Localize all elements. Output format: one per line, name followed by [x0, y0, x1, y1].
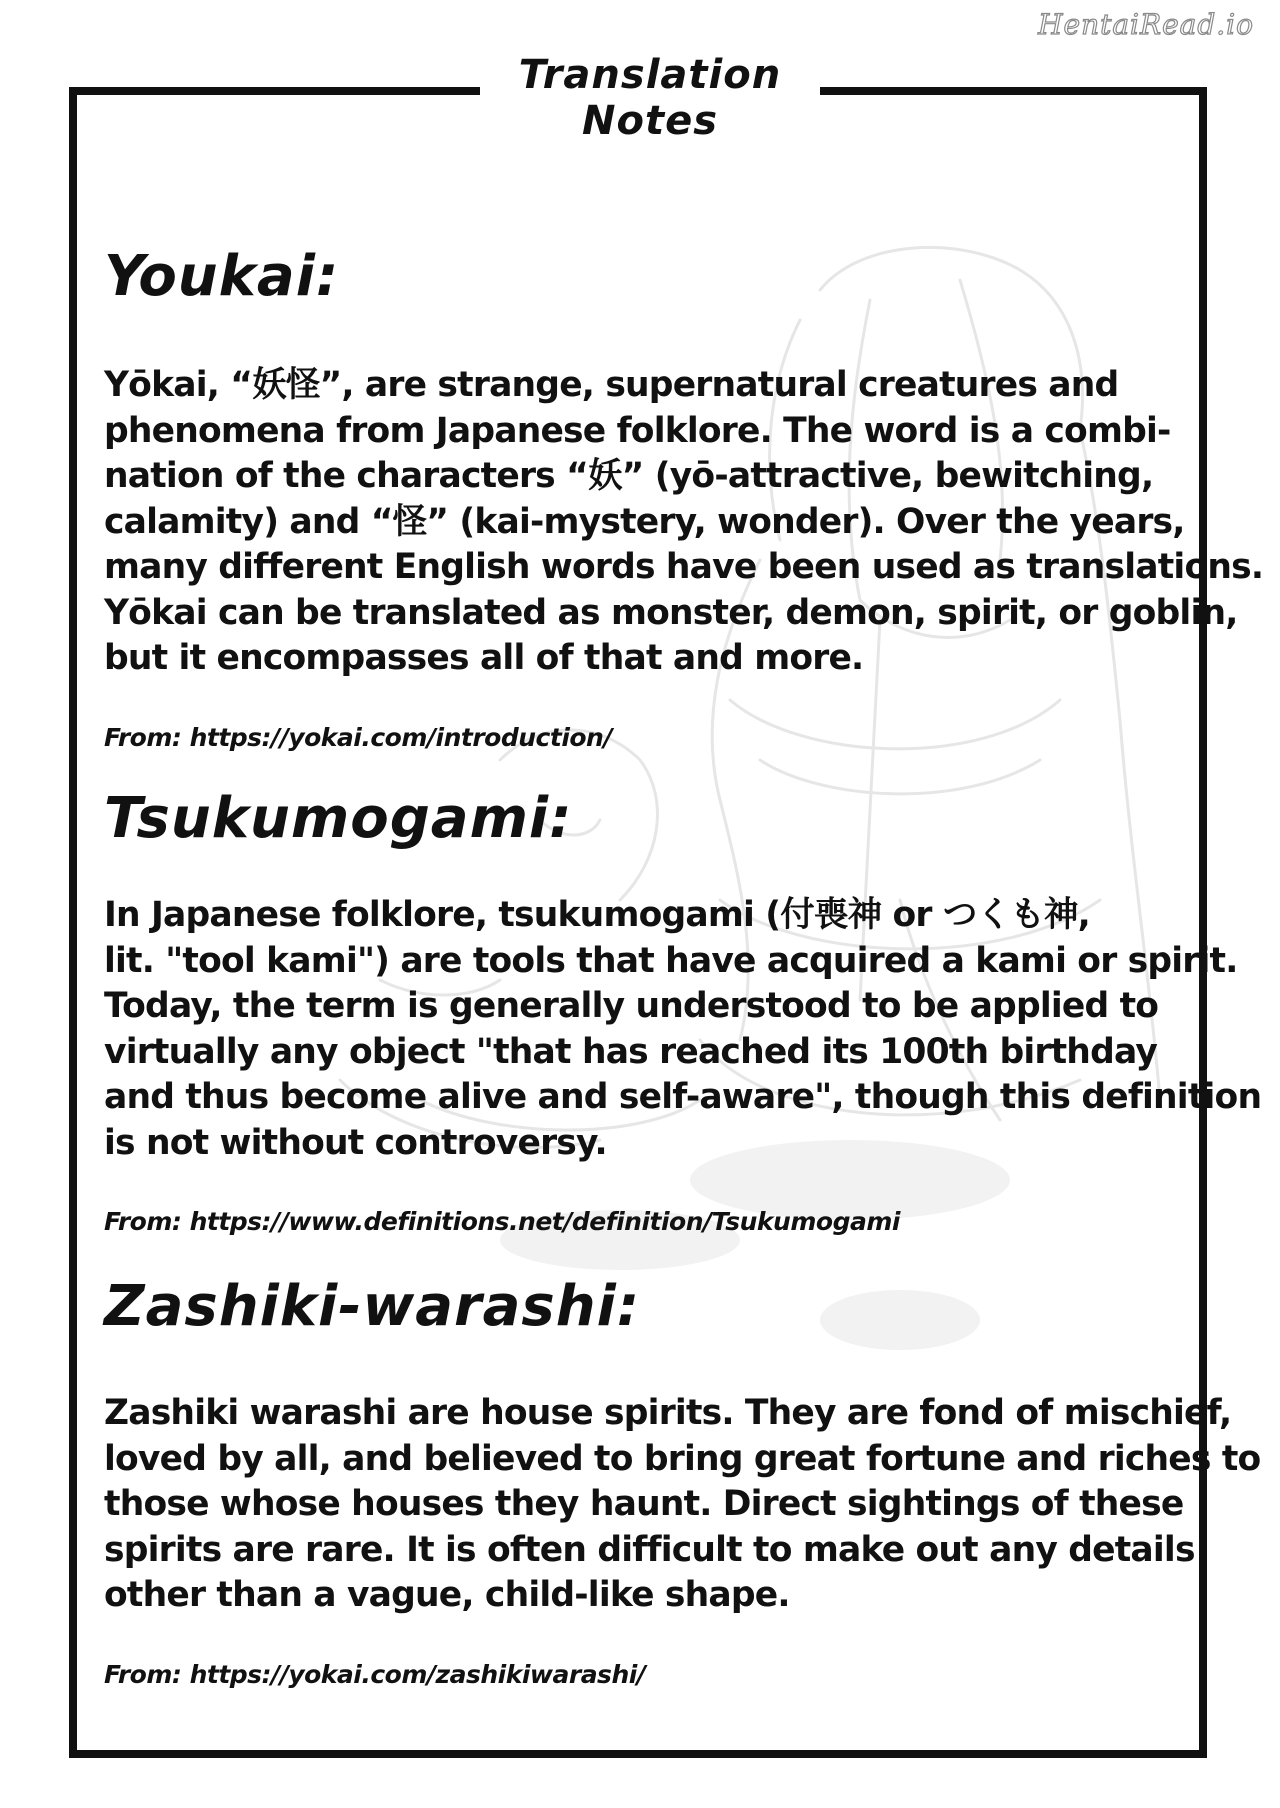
body-line: lit. "tool kami") are tools that have acquired a kami or spirit.	[104, 940, 1238, 981]
section-heading-zashiki-warashi: Zashiki-warashi:	[104, 1274, 641, 1339]
source-citation-zashiki-warashi: From: https://yokai.com/zashikiwarashi/	[104, 1660, 646, 1689]
section-body-tsukumogami	[104, 893, 1262, 1166]
body-line: Today, the term is generally understood to be applied to	[104, 986, 1159, 1026]
site-watermark: HentaiRead.io	[1038, 8, 1254, 41]
body-line: many different English words have been used as translations.	[104, 547, 1264, 587]
body-line: Yōkai can be translated as monster, demon, spirit, or goblin,	[104, 592, 1238, 633]
body-line: and thus become alive and self-aware", though this definition	[104, 1077, 1262, 1117]
section-heading-tsukumogami: Tsukumogami:	[104, 786, 573, 851]
body-line: Zashiki warashi are house spirits. They are fond of mischief,	[104, 1393, 1232, 1433]
body-line: Yōkai, “妖怪”, are strange, supernatural creatures and	[104, 365, 1119, 405]
source-citation-youkai: From: https://yokai.com/introduction/	[104, 723, 612, 752]
page-title-line-1: Translation	[518, 52, 782, 98]
body-line: but it encompasses all of that and more.	[104, 638, 864, 678]
source-citation-tsukumogami: From: https://www.definitions.net/definition/Tsukumogami	[104, 1207, 900, 1236]
body-line: is not without controversy.	[104, 1122, 607, 1163]
body-line: loved by all, and believed to bring great fortune and riches to	[104, 1438, 1261, 1479]
body-line: virtually any object "that has reached its 100th birthday	[104, 1031, 1158, 1072]
body-line: nation of the characters “妖” (yō-attractive, bewitching,	[104, 456, 1154, 496]
body-line: those whose houses they haunt. Direct sightings of these	[104, 1484, 1184, 1524]
page-title	[480, 52, 820, 144]
page-title-line-2: Notes	[581, 98, 718, 144]
body-line: spirits are rare. It is often difficult to make out any details	[104, 1529, 1195, 1570]
body-line: other than a vague, child-like shape.	[104, 1575, 790, 1615]
body-line: phenomena from Japanese folklore. The word is a combi-	[104, 410, 1171, 451]
section-body-zashiki-warashi	[104, 1391, 1261, 1619]
body-line: In Japanese folklore, tsukumogami (付喪神 or つくも神,	[104, 895, 1090, 935]
section-heading-youkai: Youkai:	[104, 244, 340, 309]
body-line: calamity) and “怪” (kai-mystery, wonder). Over the years,	[104, 501, 1185, 542]
section-body-youkai	[104, 363, 1264, 682]
